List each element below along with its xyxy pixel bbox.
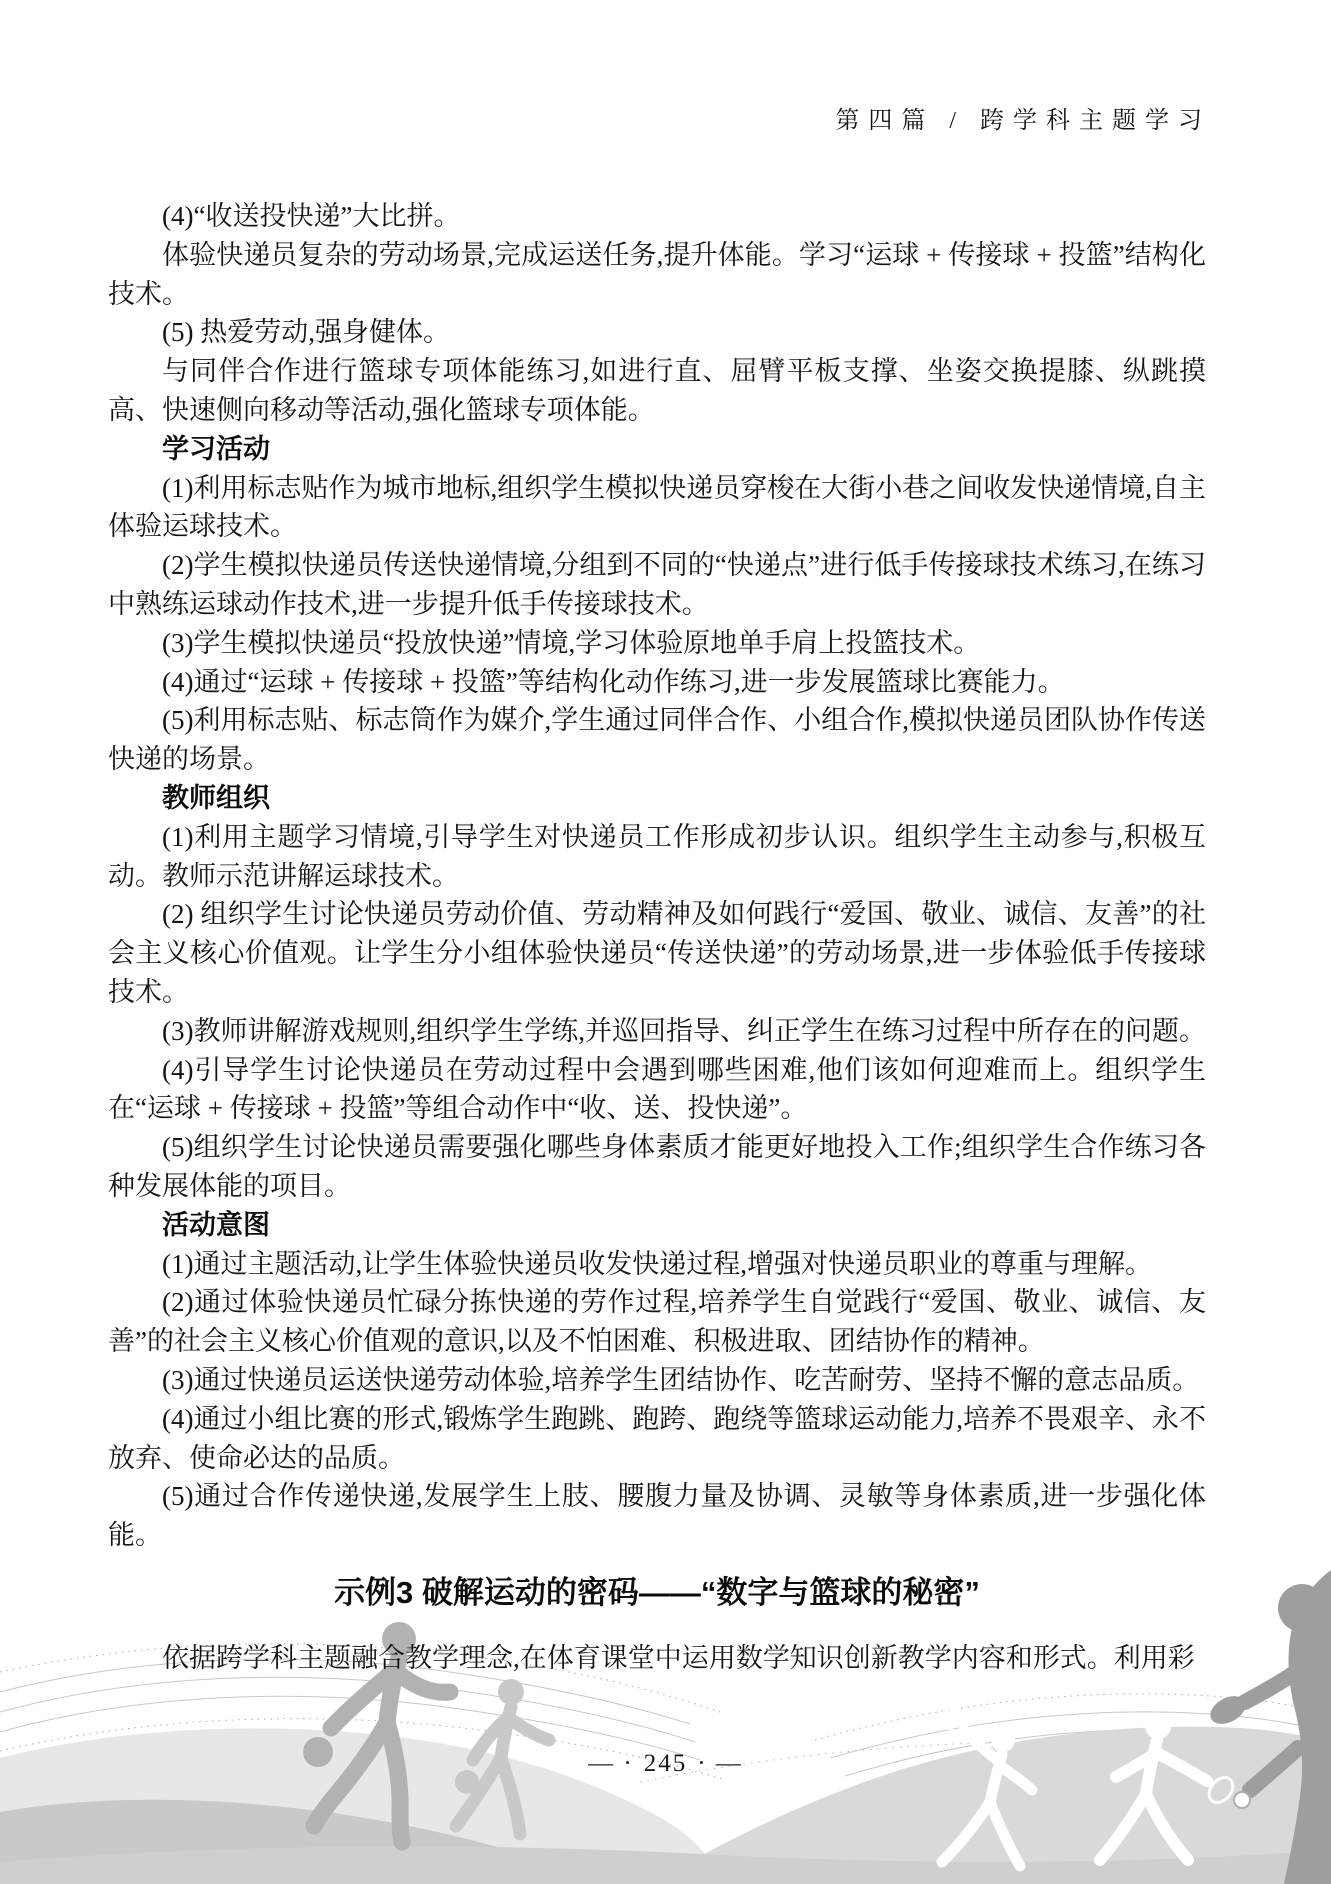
paragraph: (5)通过合作传递快递,发展学生上肢、腰腹力量及协调、灵敏等身体素质,进一步强化体能。	[108, 1481, 1206, 1551]
paragraph: (5) 热爱劳动,强身健体。	[162, 317, 450, 348]
paragraph: (1)通过主题活动,让学生体验快递员收发快递过程,增强对快递员职业的尊重与理解。	[162, 1248, 1152, 1279]
main-text-block	[108, 197, 1206, 1678]
subheading-learning-activities: 学习活动	[162, 433, 270, 464]
paragraph: (2) 组织学生讨论快递员劳动价值、劳动精神及如何践行“爱国、敬业、诚信、友善”的社会主义核心价值观。让学生分小组体验快递员“传送快递”的劳动场景,进一步体验低手传接球技术。	[108, 899, 1206, 1007]
page-header	[110, 100, 1211, 135]
paragraph: (3)学生模拟快递员“投放快递”情境,学习体验原地单手肩上投篮技术。	[162, 627, 981, 658]
subheading-activity-intent: 活动意图	[162, 1209, 270, 1240]
paragraph: (5)利用标志贴、标志筒作为媒介,学生通过同伴合作、小组合作,模拟快递员团队协作传送快递的场景。	[108, 705, 1206, 775]
footer-ornament-right: · —	[697, 1750, 743, 1777]
paragraph: (3)教师讲解游戏规则,组织学生学练,并巡回指导、纠正学生在练习过程中所存在的问题。	[162, 1015, 1206, 1046]
subheading-teacher-organization: 教师组织	[162, 782, 270, 813]
footer-ornament-left: — ·	[588, 1750, 634, 1777]
paragraph: 依据跨学科主题融合教学理念,在体育课堂中运用数学知识创新教学内容和形式。利用彩	[162, 1642, 1195, 1673]
paragraph: 与同伴合作进行篮球专项体能练习,如进行直、屈臂平板支撑、坐姿交换提膝、纵跳摸高、快速侧向移动等活动,强化篮球专项体能。	[108, 356, 1206, 425]
header-text: 第四篇 / 跨学科主题学习	[835, 108, 1211, 134]
paragraph: (5)组织学生讨论快递员需要强化哪些身体素质才能更好地投入工作;组织学生合作练习各种发展体能的项目。	[108, 1132, 1206, 1201]
ball-icon	[1234, 1792, 1250, 1808]
paragraph: (4)引导学生讨论快递员在劳动过程中会遇到哪些困难,他们该如何迎难而上。组织学生在“运球 + 传接球 + 投篮”等组合动作中“收、送、投快递”。	[108, 1054, 1206, 1124]
paragraph: (4)“收送投快递”大比拼。	[162, 201, 461, 231]
paragraph: (2)学生模拟快递员传送快递情境,分组到不同的“快递点”进行低手传接球技术练习,在练习中熟练运球动作技术,进一步提升低手传接球技术。	[108, 550, 1206, 619]
paragraph: (1)利用主题学习情境,引导学生对快递员工作形成初步认识。组织学生主动参与,积极互动。教师示范讲解运球技术。	[108, 821, 1206, 891]
page-number: 245	[643, 1750, 688, 1777]
section-title-example-3: 示例3 破解运动的密码——“数字与篮球的秘密”	[334, 1574, 980, 1610]
paragraph: (1)利用标志贴作为城市地标,组织学生模拟快递员穿梭在大街小巷之间收发快递情境,自主体验运球技术。	[108, 472, 1206, 542]
paragraph: (2)通过体验快递员忙碌分拣快递的劳作过程,培养学生自觉践行“爱国、敬业、诚信、友善”的社会主义核心价值观的意识,以及不怕困难、积极进取、团结协作的精神。	[108, 1287, 1206, 1357]
shuttlecock-icon	[935, 1703, 942, 1710]
paragraph: 体验快递员复杂的劳动场景,完成运送任务,提升体能。学习“运球 + 传接球 + 投篮”结构化技术。	[108, 239, 1206, 309]
paragraph: (3)通过快递员运送快递劳动体验,培养学生团结协作、吃苦耐劳、坚持不懈的意志品质。	[162, 1364, 1200, 1395]
page-footer	[0, 1750, 1331, 1778]
paragraph: (4)通过“运球 + 传接球 + 投篮”等结构化动作练习,进一步发展篮球比赛能力。	[162, 666, 1065, 697]
paragraph: (4)通过小组比赛的形式,锻炼学生跑跳、跑跨、跑绕等篮球运动能力,培养不畏艰辛、永不放弃、使命必达的品质。	[108, 1403, 1206, 1473]
